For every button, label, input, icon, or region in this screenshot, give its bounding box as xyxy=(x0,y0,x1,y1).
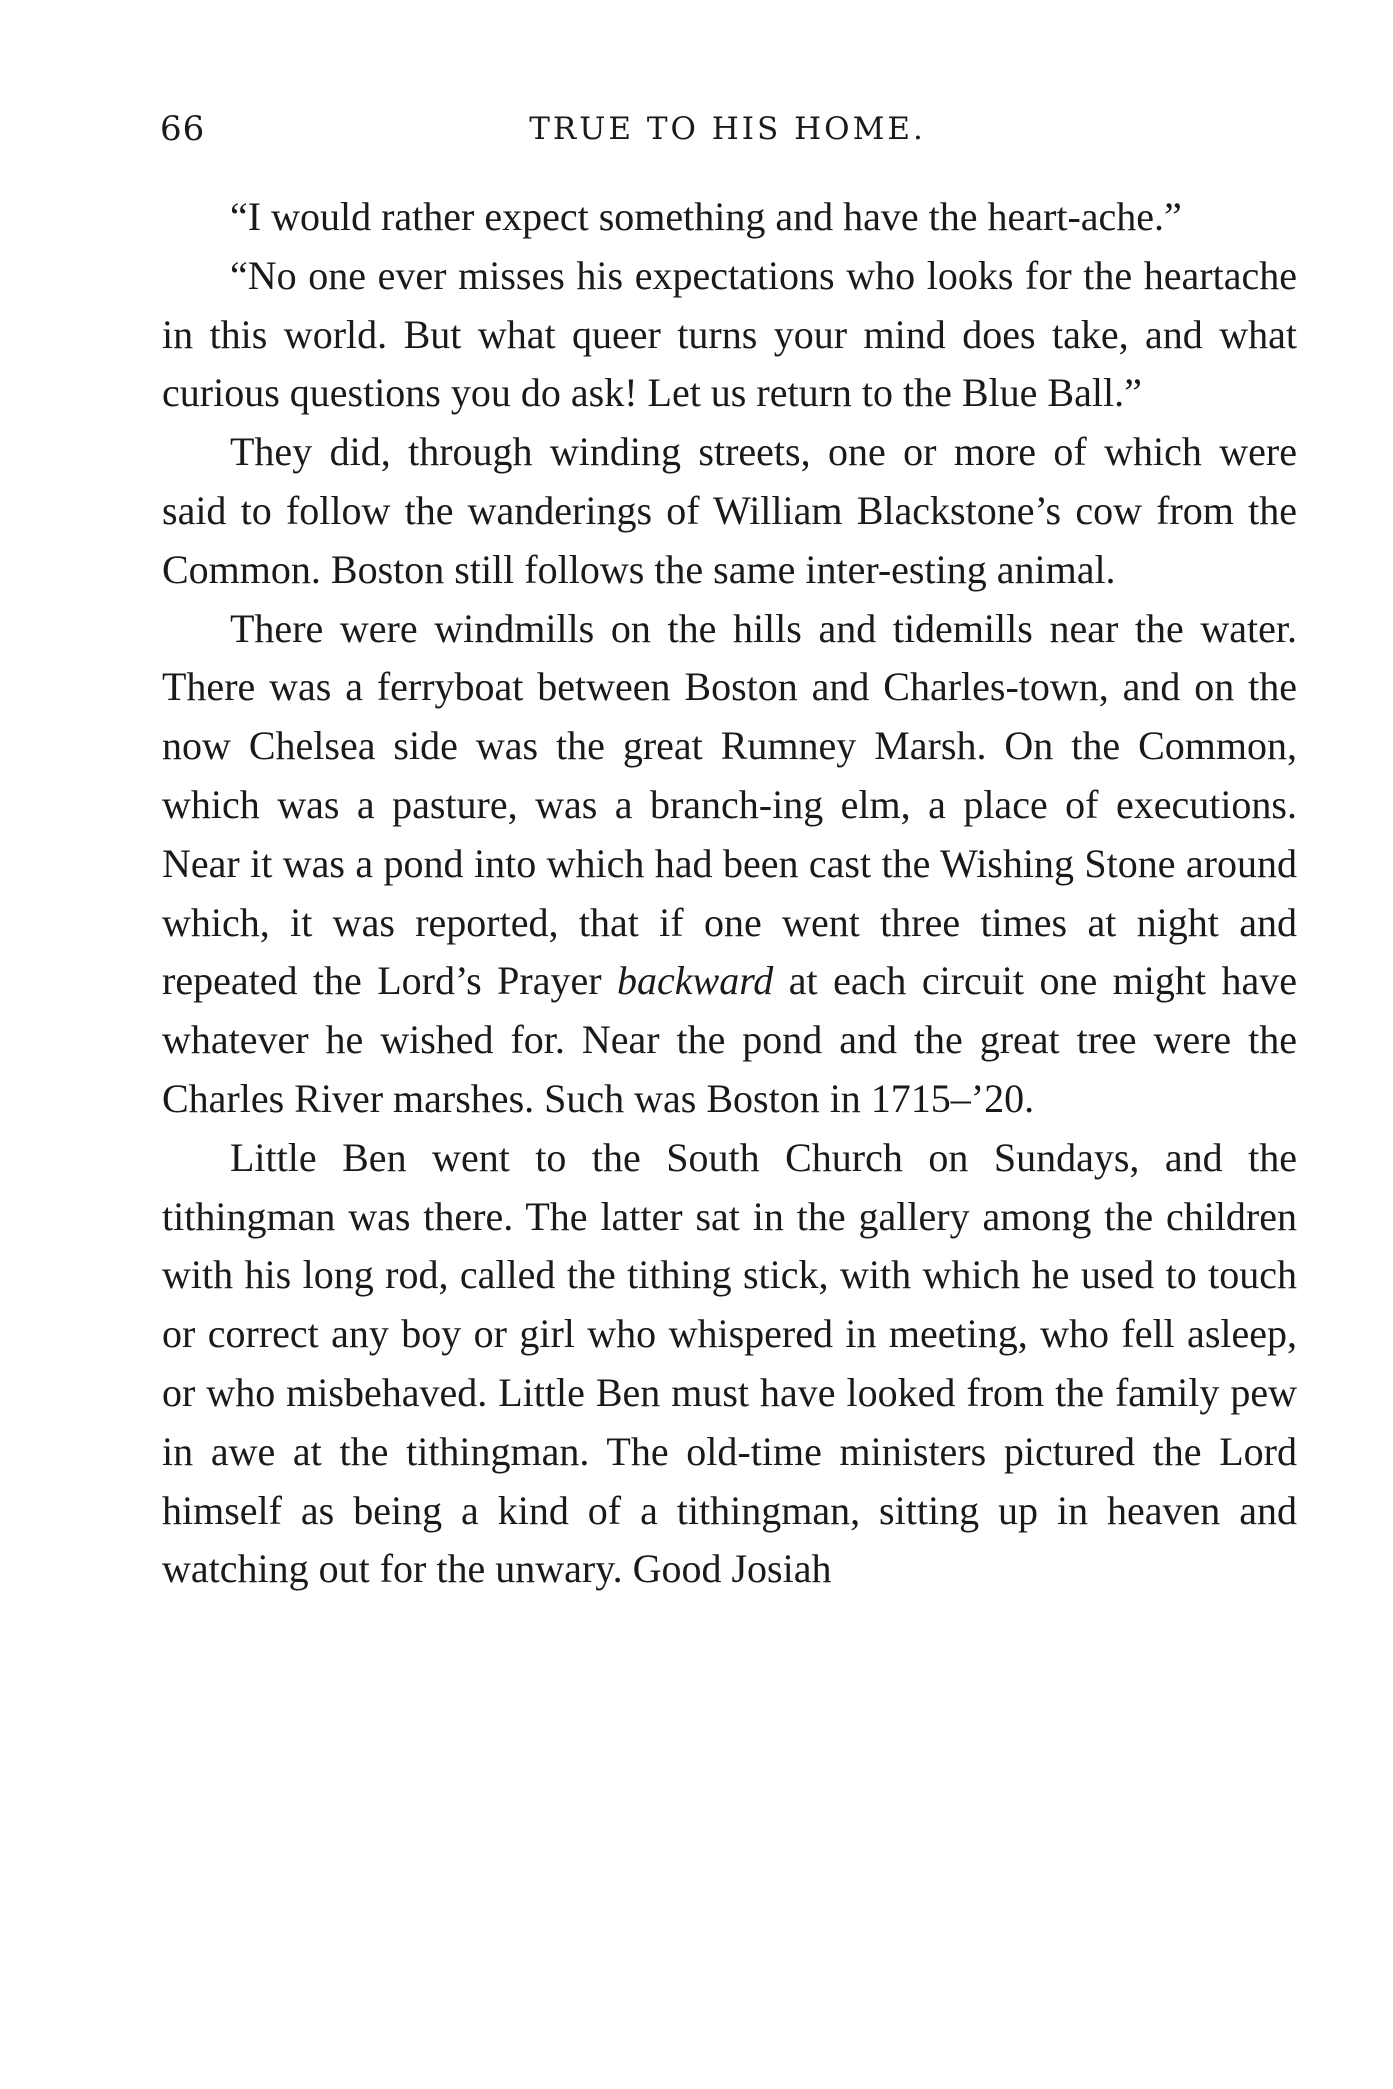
running-title: TRUE TO HIS HOME. xyxy=(529,111,926,147)
paragraph-4 xyxy=(162,600,1297,1129)
paragraph-5: Little Ben went to the South Church on Sundays, and the tithingman was there. The latter sat in the gallery among the children with his long rod, called the tithing stick, with which he used to touch or correct any boy or girl who whispered in meeting, who fell asleep, or who misbehaved. Little Ben must have looked from the family pew in awe at the tithingman. The old-time ministers pictured the Lord himself as being a kind of a tithingman, sitting up in heaven and watching out for the unwary. Good Josiah xyxy=(162,1134,1297,1592)
paragraph-4-text-after: at each circuit one might have whatever he wished for. Near the pond and the great tree were the Charles River marshes. Such was Boston in 1715–’20. xyxy=(162,958,1297,1121)
body-text xyxy=(162,188,1297,1599)
page-number: 66 xyxy=(160,109,206,149)
paragraph-4-text-before: There were windmills on the hills and tidemills near the water. There was a ferryboat between Boston and Charles-town, and on the now Chelsea side was the great Rumney Marsh. On the Common, which was a pasture, was a branch-ing elm, a place of executions. Near it was a pond into which had been cast the Wishing Stone around which, it was reported, that if one went three times at night and repeated the Lord’s Prayer xyxy=(162,605,1297,1004)
emphasized-word: backward xyxy=(617,958,774,1004)
running-head xyxy=(160,102,1295,156)
paragraph-1: “I would rather expect something and have the heart-ache.” xyxy=(230,194,1182,239)
paragraph-3: They did, through winding streets, one or more of which were said to follow the wanderings of William Blackstone’s cow from the Common. Boston still follows the same inter-esting animal. xyxy=(162,429,1297,592)
paragraph-2: “No one ever misses his expectations who looks for the heartache in this world. But what queer turns your mind does take, and what curious questions you do ask! Let us return to the Blue Ball.” xyxy=(162,252,1297,416)
